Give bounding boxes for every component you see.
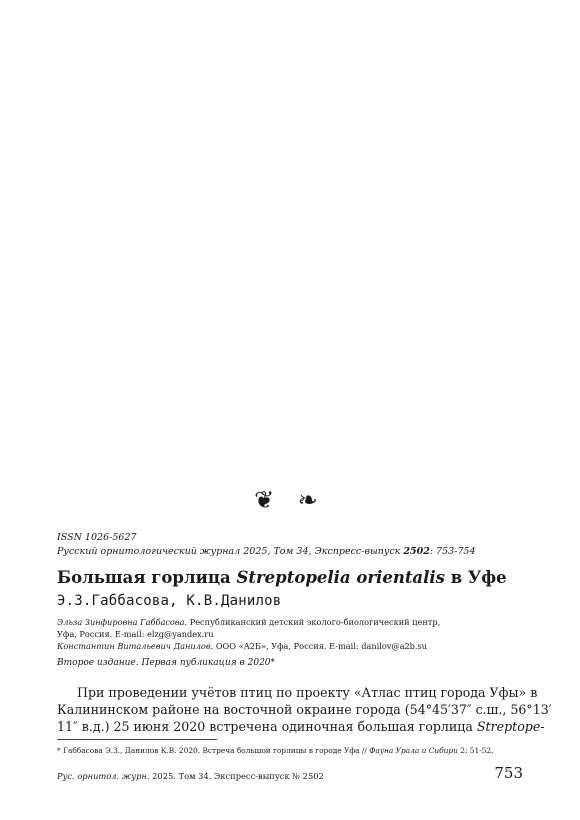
footnote-text: * Габбасова Э.З., Данилов К.В. 2020. Встреча большой горлицы в городе Уфа // xyxy=(57,746,370,755)
footer-details: 2025. Том 34. Экспресс-выпуск № 2502 xyxy=(149,771,324,781)
title-before: Большая горлица xyxy=(57,568,237,587)
issn: ISSN 1026-5627 xyxy=(57,532,137,543)
body-line-3-text: 11″ в.д.) 25 июня 2020 встречена одиночная большая горлица xyxy=(57,719,477,734)
affiliation-author1 xyxy=(57,616,440,628)
section-ornament-icon: ❦ ❧ xyxy=(254,486,326,514)
running-footer xyxy=(57,770,324,782)
authors: Э.З.Габбасова, К.В.Данилов xyxy=(57,593,282,609)
body-line-3-species: Streptope- xyxy=(476,719,545,734)
journal-prefix: Русский орнитологический журнал 2025, Том 34, Экспресс-выпуск xyxy=(57,546,404,557)
author1-name: Эльза Зинфировна Габбасова xyxy=(57,617,185,627)
author2-name: Константин Витальевич Данилов xyxy=(57,641,211,651)
journal-citation xyxy=(57,545,476,558)
affiliation-author1-location: Уфа, Россия. E-mail: elzg@yandex.ru xyxy=(57,629,214,639)
footnote-rule xyxy=(57,739,217,740)
second-edition-note: Второе издание. Первая публикация в 2020* xyxy=(57,658,276,668)
article-title xyxy=(57,567,507,589)
author2-rest: . ООО «А2Б», Уфа, Россия. E-mail: danilov@a2b.su xyxy=(210,641,427,651)
page-range: : 753-754 xyxy=(429,546,476,557)
body-line-1: При проведении учётов птиц по проекту «Атлас птиц города Уфы» в xyxy=(77,685,538,700)
title-species: Streptopelia orientalis xyxy=(236,568,445,587)
issue-number: 2502 xyxy=(403,546,430,557)
page-number: 753 xyxy=(494,764,523,782)
footer-journal-abbr: Рус. орнитол. журн. xyxy=(57,771,150,781)
body-line-2: Калининском районе на восточной окраине города (54°45′37″ с.ш., 56°13′ xyxy=(57,702,552,717)
footnote-journal: Фауна Урала и Сибири xyxy=(369,746,458,755)
affiliation-author2 xyxy=(57,640,427,652)
body-line-3 xyxy=(57,718,545,735)
author1-org: . Республиканский детский эколого-биологический центр, xyxy=(184,617,441,627)
title-after: в Уфе xyxy=(444,568,507,587)
footnote-rest: 2: 51-52. xyxy=(457,746,494,755)
footnote xyxy=(57,746,493,756)
